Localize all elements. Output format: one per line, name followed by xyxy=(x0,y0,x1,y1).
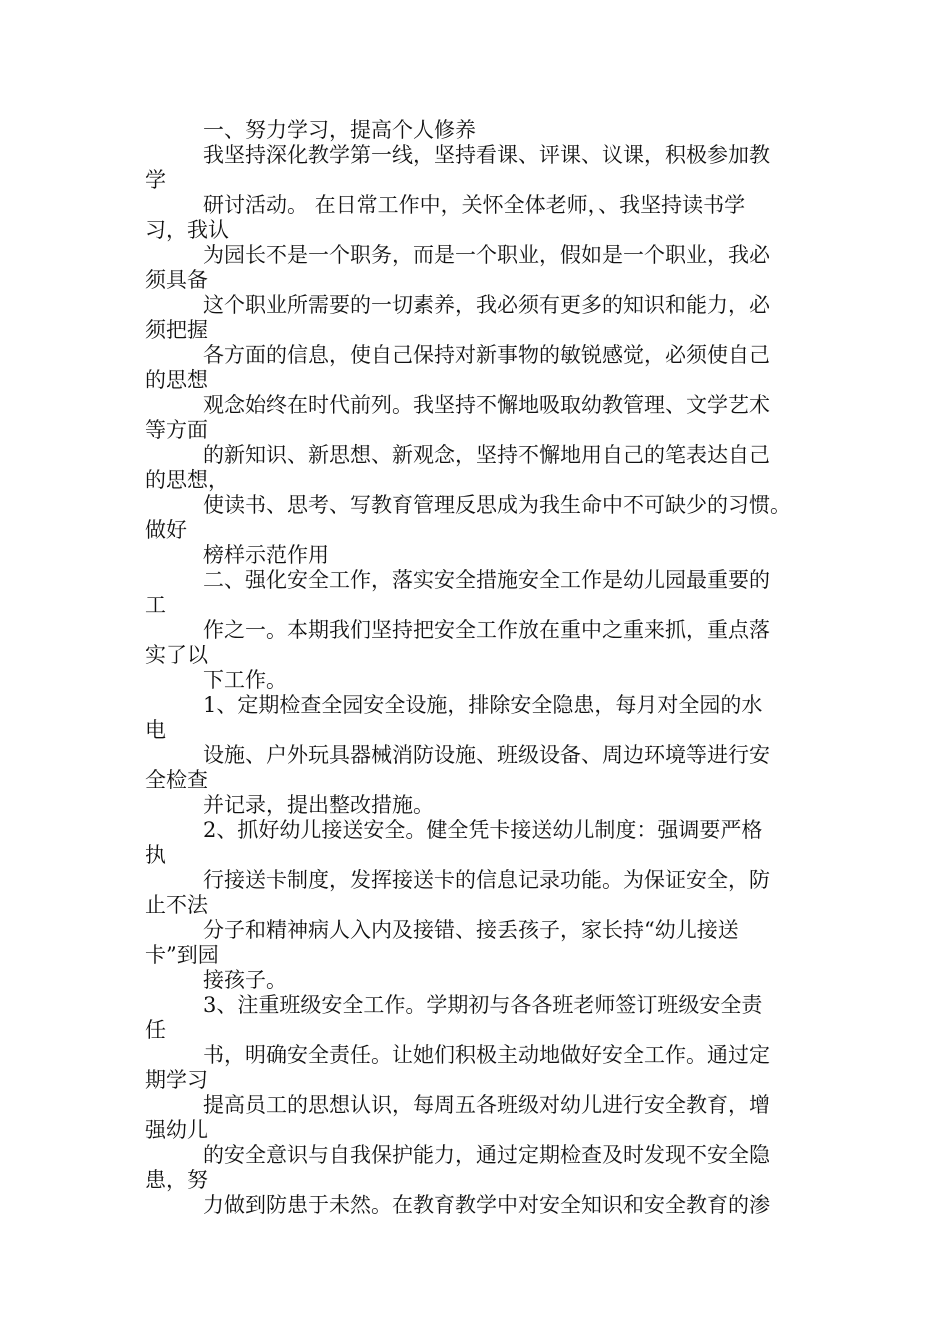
paragraph-line-continuation: 学 xyxy=(145,168,166,192)
paragraph-line: 二、强化安全工作，落实安全措施安全工作是幼儿园最重要的 xyxy=(203,568,770,592)
paragraph-line-continuation: 的思想 xyxy=(145,368,208,392)
paragraph-line-continuation: 习，我认 xyxy=(145,218,229,242)
paragraph-line: 接孩子。 xyxy=(203,968,287,992)
paragraph-line: 我坚持深化教学第一线，坚持看课、评课、议课，积极参加教 xyxy=(203,143,770,167)
paragraph-line: 书，明确安全责任。让她们积极主动地做好安全工作。通过定 xyxy=(203,1043,770,1067)
paragraph-line: 提高员工的思想认识，每周五各班级对幼儿进行安全教育，增 xyxy=(203,1093,770,1117)
paragraph-line: 作之一。本期我们坚持把安全工作放在重中之重来抓，重点落 xyxy=(203,618,770,642)
document-body xyxy=(145,118,825,1218)
paragraph-line-continuation: 全检查 xyxy=(145,768,208,792)
paragraph-line-continuation: 患，努 xyxy=(145,1168,208,1192)
paragraph-line: 这个职业所需要的一切素养，我必须有更多的知识和能力，必 xyxy=(203,293,770,317)
paragraph-line: 各方面的信息，使自己保持对新事物的敏锐感觉，必须使自己 xyxy=(203,343,770,367)
paragraph-line: 分子和精神病人入内及接错、接丢孩子，家长持“幼儿接送 xyxy=(203,918,739,942)
paragraph-line-continuation: 实了以 xyxy=(145,643,208,667)
paragraph-line: 一、努力学习，提高个人修养 xyxy=(203,118,476,142)
paragraph-line: 1、定期检查全园安全设施，排除安全隐患，每月对全园的水 xyxy=(203,693,763,717)
paragraph-line-continuation: 等方面 xyxy=(145,418,208,442)
paragraph-line: 并记录，提出整改措施。 xyxy=(203,793,434,817)
paragraph-line: 使读书、思考、写教育管理反思成为我生命中不可缺少的习惯。 xyxy=(203,493,791,517)
paragraph-line-continuation: 卡”到园 xyxy=(145,943,219,967)
paragraph-line-continuation: 电 xyxy=(145,718,166,742)
paragraph-line-continuation: 强幼儿 xyxy=(145,1118,208,1142)
paragraph-line: 设施、户外玩具器械消防设施、班级设备、周边环境等进行安 xyxy=(203,743,770,767)
paragraph-line: 力做到防患于未然。在教育教学中对安全知识和安全教育的渗 xyxy=(203,1193,770,1217)
paragraph-line-continuation: 须把握 xyxy=(145,318,208,342)
paragraph-line-continuation: 工 xyxy=(145,593,166,617)
paragraph-line-continuation: 须具备 xyxy=(145,268,208,292)
paragraph-line: 榜样示范作用 xyxy=(203,543,329,567)
paragraph-line-continuation: 任 xyxy=(145,1018,166,1042)
paragraph-line: 的新知识、新思想、新观念，坚持不懈地用自己的笔表达自己 xyxy=(203,443,770,467)
paragraph-line-continuation: 的思想， xyxy=(145,468,229,492)
paragraph-line: 行接送卡制度，发挥接送卡的信息记录功能。为保证安全，防 xyxy=(203,868,770,892)
paragraph-line-continuation: 执 xyxy=(145,843,166,867)
paragraph-line: 观念始终在时代前列。我坚持不懈地吸取幼教管理、文学艺术 xyxy=(203,393,770,417)
paragraph-line-continuation: 期学习 xyxy=(145,1068,208,1092)
paragraph-line-continuation: 做好 xyxy=(145,518,187,542)
paragraph-line: 的安全意识与自我保护能力，通过定期检查及时发现不安全隐 xyxy=(203,1143,770,1167)
paragraph-line: 下工作。 xyxy=(203,668,287,692)
paragraph-line: 2、抓好幼儿接送安全。健全凭卡接送幼儿制度：强调要严格 xyxy=(203,818,763,842)
paragraph-line: 3、注重班级安全工作。学期初与各各班老师签订班级安全责 xyxy=(203,993,763,1017)
paragraph-line: 为园长不是一个职务，而是一个职业，假如是一个职业，我必 xyxy=(203,243,770,267)
paragraph-line-continuation: 止不法 xyxy=(145,893,208,917)
paragraph-line: 研讨活动。 在日常工作中，关怀全体老师，、我坚持读书学 xyxy=(203,193,746,217)
